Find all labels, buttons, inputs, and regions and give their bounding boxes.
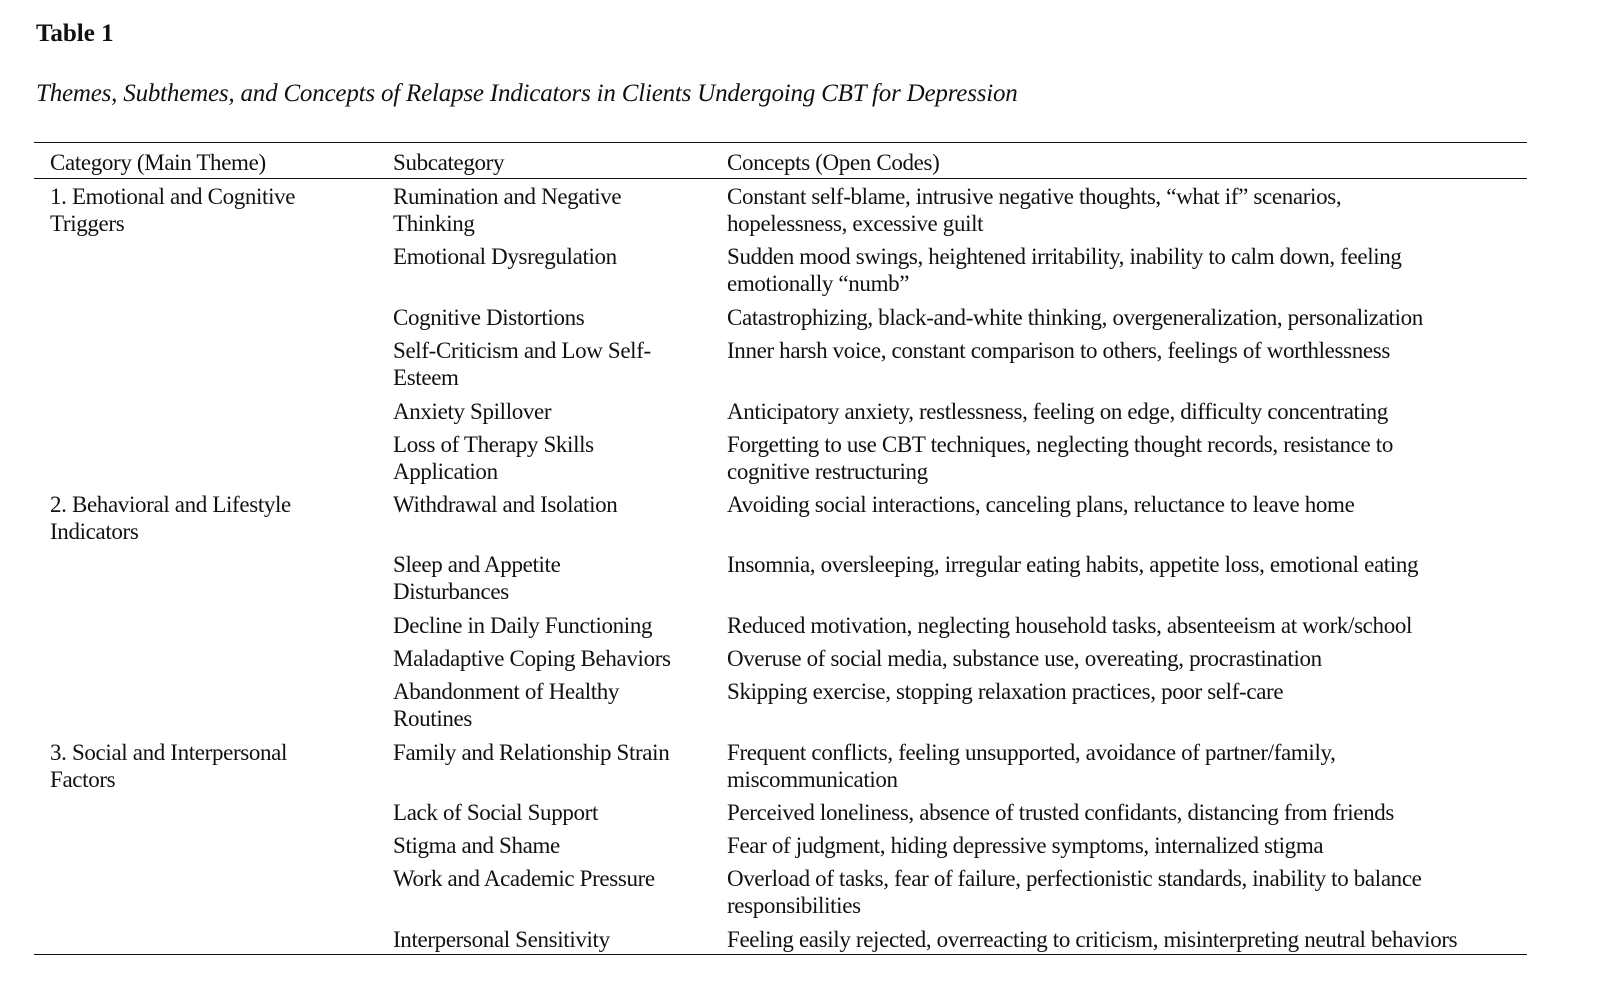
cell-sub — [393, 551, 560, 605]
cell-line: Decline in Daily Functioning — [393, 613, 653, 638]
cell-line: Maladaptive Coping Behaviors — [393, 646, 671, 671]
cell-sub — [393, 304, 584, 331]
cell-line: 2. Behavioral and Lifestyle — [50, 492, 291, 517]
cell-sub — [393, 739, 669, 766]
cell-line: Avoiding social interactions, canceling plans, reluctance to leave home — [727, 492, 1355, 517]
cell-concepts — [727, 612, 1412, 639]
cell-line: Skipping exercise, stopping relaxation practices, poor self-care — [727, 679, 1284, 704]
cell-sub — [393, 243, 617, 270]
cell-line: Reduced motivation, neglecting household tasks, absenteeism at work/school — [727, 613, 1413, 638]
cell-line: hopelessness, excessive guilt — [727, 211, 984, 236]
cell-concepts — [727, 926, 1457, 953]
cell-sub — [393, 678, 619, 732]
cell-line: Triggers — [50, 211, 125, 236]
cell-concepts — [727, 865, 1422, 919]
cell-sub — [393, 183, 621, 237]
cell-line: Frequent conflicts, feeling unsupported, avoidance of partner/family, — [727, 740, 1336, 765]
top-rule — [34, 142, 1527, 143]
cell-sub — [393, 865, 655, 892]
table-caption: Themes, Subthemes, and Concepts of Relapse Indicators in Clients Undergoing CBT for Depression — [36, 80, 1018, 107]
cell-line: Routines — [393, 706, 472, 731]
cell-line: miscommunication — [727, 767, 898, 792]
cell-line: Emotional Dysregulation — [393, 244, 617, 269]
cell-line: emotionally “numb” — [727, 271, 910, 296]
cell-line: Work and Academic Pressure — [393, 866, 655, 891]
cell-line: cognitive restructuring — [727, 459, 928, 484]
cell-sub — [393, 832, 560, 859]
cell-concepts — [727, 183, 1341, 237]
cell-line: Application — [393, 459, 498, 484]
cell-concepts — [727, 799, 1394, 826]
cell-line: Abandonment of Healthy — [393, 679, 620, 704]
cell-concepts — [727, 243, 1402, 297]
cell-sub — [393, 799, 598, 826]
cell-sub — [393, 431, 594, 485]
cell-line: Insomnia, oversleeping, irregular eating habits, appetite loss, emotional eating — [727, 552, 1419, 577]
cell-concepts — [727, 337, 1390, 364]
cell-line: Withdrawal and Isolation — [393, 492, 618, 517]
cell-line: Feeling easily rejected, overreacting to criticism, misinterpreting neutral behaviors — [727, 927, 1458, 952]
cell-line: Indicators — [50, 519, 139, 544]
cell-concepts — [727, 645, 1322, 672]
cell-line: Constant self-blame, intrusive negative thoughts, “what if” scenarios, — [727, 184, 1342, 209]
cell-concepts — [727, 678, 1283, 705]
cell-concepts — [727, 832, 1323, 859]
cell-line: Inner harsh voice, constant comparison to others, feelings of worthlessness — [727, 338, 1390, 363]
bottom-rule — [34, 954, 1527, 955]
cell-line: Family and Relationship Strain — [393, 740, 670, 765]
cell-line: Perceived loneliness, absence of trusted confidants, distancing from friends — [727, 800, 1395, 825]
cell-concepts — [727, 739, 1336, 793]
cell-category — [50, 183, 295, 237]
cell-line: Catastrophizing, black-and-white thinking, overgeneralization, personalization — [727, 305, 1423, 330]
cell-line: Disturbances — [393, 579, 509, 604]
cell-line: Self-Criticism and Low Self- — [393, 338, 651, 363]
cell-sub — [393, 612, 652, 639]
cell-line: Loss of Therapy Skills — [393, 432, 594, 457]
cell-line: Interpersonal Sensitivity — [393, 927, 610, 952]
cell-sub — [393, 337, 651, 391]
cell-concepts — [727, 304, 1423, 331]
cell-sub — [393, 926, 610, 953]
cell-concepts — [727, 491, 1354, 518]
header-category: Category (Main Theme) — [50, 150, 266, 175]
table-title: Table 1 — [36, 20, 114, 47]
cell-line: Stigma and Shame — [393, 833, 560, 858]
cell-line: Cognitive Distortions — [393, 305, 585, 330]
cell-line: Anticipatory anxiety, restlessness, feeling on edge, difficulty concentrating — [727, 399, 1388, 424]
cell-line: Sudden mood swings, heightened irritability, inability to calm down, feeling — [727, 244, 1402, 269]
cell-line: Rumination and Negative — [393, 184, 622, 209]
cell-line: Lack of Social Support — [393, 800, 599, 825]
cell-line: Esteem — [393, 365, 459, 390]
cell-line: 3. Social and Interpersonal — [50, 740, 288, 765]
header-rule — [34, 178, 1527, 179]
header-concepts: Concepts (Open Codes) — [727, 150, 940, 175]
cell-concepts — [727, 398, 1388, 425]
cell-line: Factors — [50, 767, 116, 792]
cell-concepts — [727, 431, 1393, 485]
cell-concepts — [727, 551, 1418, 578]
cell-category — [50, 491, 291, 545]
cell-line: Fear of judgment, hiding depressive symptoms, internalized stigma — [727, 833, 1324, 858]
cell-sub — [393, 491, 617, 518]
cell-line: responsibilities — [727, 893, 861, 918]
header-subcategory: Subcategory — [393, 150, 505, 175]
cell-line: Forgetting to use CBT techniques, neglecting thought records, resistance to — [727, 432, 1393, 457]
cell-line: Overload of tasks, fear of failure, perfectionistic standards, inability to balance — [727, 866, 1422, 891]
cell-sub — [393, 645, 671, 672]
cell-line: Thinking — [393, 211, 475, 236]
cell-line: Anxiety Spillover — [393, 399, 552, 424]
cell-sub — [393, 398, 551, 425]
cell-category — [50, 739, 287, 793]
cell-line: Sleep and Appetite — [393, 552, 561, 577]
cell-line: Overuse of social media, substance use, overeating, procrastination — [727, 646, 1322, 671]
cell-line: 1. Emotional and Cognitive — [50, 184, 296, 209]
